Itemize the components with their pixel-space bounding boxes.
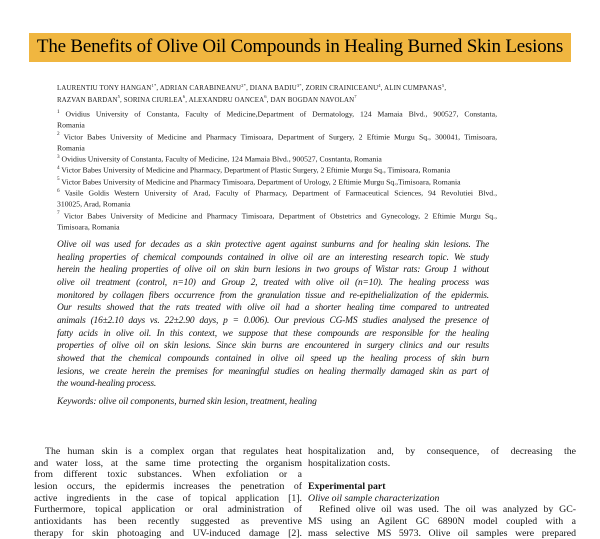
author-affiliation-superscript: 6 (182, 94, 186, 99)
body-text-line: hospitalization and, by consequence, of decreasing the (308, 446, 576, 457)
abstract-paragraph (57, 239, 489, 391)
author-name: LAURENTIU TONY $HANGAN^{1*}$ (57, 82, 157, 93)
affiliation-number: 5 (57, 176, 60, 183)
body-text-line: Olive oil sample characterization (308, 492, 440, 504)
abstract-line: herein the healing properties of olive oil on skin burn lesions in two groups of Wistar rats: Group 1 without (57, 265, 489, 276)
affiliation-line: $^2$ Victor Babes University of Medicine and Pharmacy Timisoara, Department of Surgery, 2 Eftimie Murgu Sq., 300041, Timisoara, (57, 131, 497, 141)
authors-block (57, 80, 537, 103)
abstract-line: fatty acids in olive oil. In this context, we suppose that these compounds are responsible for the healing (57, 328, 489, 339)
affiliation-line: Timisoara, Romania (57, 222, 120, 232)
abstract-line: Olive oil was used for decades as a skin protective agent against sunburns and for healing skin lesions. The (57, 240, 489, 250)
author-name: , SORINA CIURLEA$^6$ (120, 94, 186, 104)
body-text-line: lesion occurs, the epidermis increases the penetration of (34, 481, 302, 493)
author-affiliation-superscript: 2* (241, 82, 247, 88)
affiliation-number: 4 (57, 164, 60, 171)
author-affiliation-superscript: 7 (354, 94, 357, 99)
affiliation-line: $^6$ Vasile Goldis Western University of Arad, Faculty of Pharmacy, Department of Farmaceutical Sciences, 94 Revolutiei Blvd., (57, 187, 497, 198)
body-text-line: Refined olive oil was used. The oil was analyzed by GC- (319, 504, 576, 516)
abstract-line: animals (16±2.10 days vs. 22±2.90 days, p = 0.006). Our previous CG-MS studies analysed the presence of (57, 315, 489, 326)
abstract-line: lesions, we create herein the premises for meaningful studies on healing thermally damaged skin as part of (57, 366, 489, 377)
body-text-line: Furthermore, topical application or oral administration of (34, 504, 302, 516)
body-text-line: active ingredients in the case of topical application [1]. (34, 492, 302, 504)
title-row (0, 33, 600, 62)
body-text-line: hospitalization costs. (308, 457, 391, 469)
affiliation-line: $^1$ Ovidius University of Constanta, Faculty of Medicine,Department of Dermatology, 124 Mamaia Blvd., 900527, Constanta, (57, 108, 497, 119)
body-text-line: The human skin is a complex organ that regulates heat (45, 446, 302, 457)
author-name: , ADRIAN $CARABINEANU^{2*}$ (156, 82, 247, 93)
affiliation-line: $^3$ Ovidius University of Constanta, Faculty of Medicine, 124 Mamaia Blvd., 900527, Cosntanta, Romania (57, 153, 382, 164)
body-text-line: therapy for skin photoaging and UV-induced damage [2]. (34, 527, 302, 539)
body-text-line: and water loss, at the same time protecting the organism (34, 457, 302, 469)
abstract-line: showed that the chemical compounds contained in olive oil speed up the healing process of skin burn (57, 353, 489, 364)
body-text-line: from different toxic substances. When exfoliation or a (34, 469, 302, 481)
abstract-line: the wound-healing process. (57, 379, 157, 390)
author-affiliation-superscript: 5 (441, 82, 445, 88)
body-text-line: MS using an Agilent GC 6890N model coupled with a (308, 516, 576, 528)
author-affiliation-superscript: 1* (151, 82, 157, 88)
authors-line-2 (57, 92, 537, 104)
author-name: , (444, 85, 447, 93)
body-text-line (308, 469, 576, 481)
author-name: , DIANA $BADIU^{3*}$ (246, 82, 302, 93)
abstract-line: properties of olive oil on skin lesions. Since skin burns are encountered in surgery clinics and our results (57, 341, 489, 352)
abstract-line: Our results showed that the rats treated with olive oil had a shorter healing time compared to untreated (57, 303, 489, 314)
author-affiliation-superscript: 5 (117, 94, 121, 99)
affiliation-number: 3 (57, 153, 60, 160)
author-name: , ALIN CUMPANAS$^5$ (380, 82, 445, 93)
author-affiliation-superscript: 4 (378, 82, 381, 88)
body-text-line: Experimental part (308, 481, 386, 493)
affiliation-number: 2 (57, 131, 60, 138)
author-name: , DAN BOGDAN NAVOLAN$^7$ (266, 94, 357, 104)
affiliation-number: 7 (57, 210, 60, 217)
abstract-line: healing properties of chemical compounds contained in olive oil are an interesting research topic. We study (57, 252, 489, 263)
affiliations-block (57, 107, 497, 231)
authors-line-1 (57, 80, 537, 92)
affiliation-line: 310025, Arad, Romania (57, 199, 131, 209)
body-text-line: antioxidants has been recently suggested as preventive (34, 516, 302, 528)
abstract-line: monitored by collagen fibers occurrence from the granulation tissue and re-epithelialization of the epidermis. (57, 290, 489, 301)
body-right-column (308, 446, 576, 539)
body-left-column (34, 446, 302, 539)
affiliation-line: $^5$ Victor Babes University of Medicine and Pharmacy Timisoara, Department of Urology, 2 Eftimie Murgu Sq.,Timisoara, Romania (57, 176, 461, 187)
affiliation-line: $^7$ Victor Babes University of Medicine and Pharmacy Timisoara, Department of Obstetrics and Gynecology, 2 Eftimie Murgu Sq., (57, 210, 497, 220)
author-name: , ZORIN CRAINICEANU$^4$ (301, 82, 381, 93)
author-affiliation-superscript: 6 (264, 94, 267, 99)
paper-title: The Benefits of Olive Oil Compounds in Healing Burned Skin Lesions (29, 33, 571, 62)
affiliation-line: $^4$ Victor Babes University of Medicine and Pharmacy, Department of Plastic Surgery, 2 Eftimie Murgu Sq., Timisoara, Romania (57, 164, 451, 176)
affiliation-line: Romania (57, 120, 85, 130)
body-text-line: mass selective MS 5973. Olive oil samples were prepared (308, 527, 576, 539)
affiliation-number: 6 (57, 187, 60, 194)
affiliation-line: Romania (57, 143, 85, 153)
author-affiliation-superscript: 3* (296, 82, 302, 88)
abstract-line: olive oil treatment (control, n=10) and Group 2, treated with olive oil (n=10). The healing process was (57, 277, 489, 288)
author-name: , ALEXANDRU OANCEA$^6$ (185, 94, 267, 104)
author-name: RAZVAN BARDAN$^5$ (57, 94, 121, 104)
affiliation-number: 1 (57, 108, 60, 115)
keywords-line: Keywords: olive oil components, burned skin lesion, treatment, healing (57, 397, 317, 407)
